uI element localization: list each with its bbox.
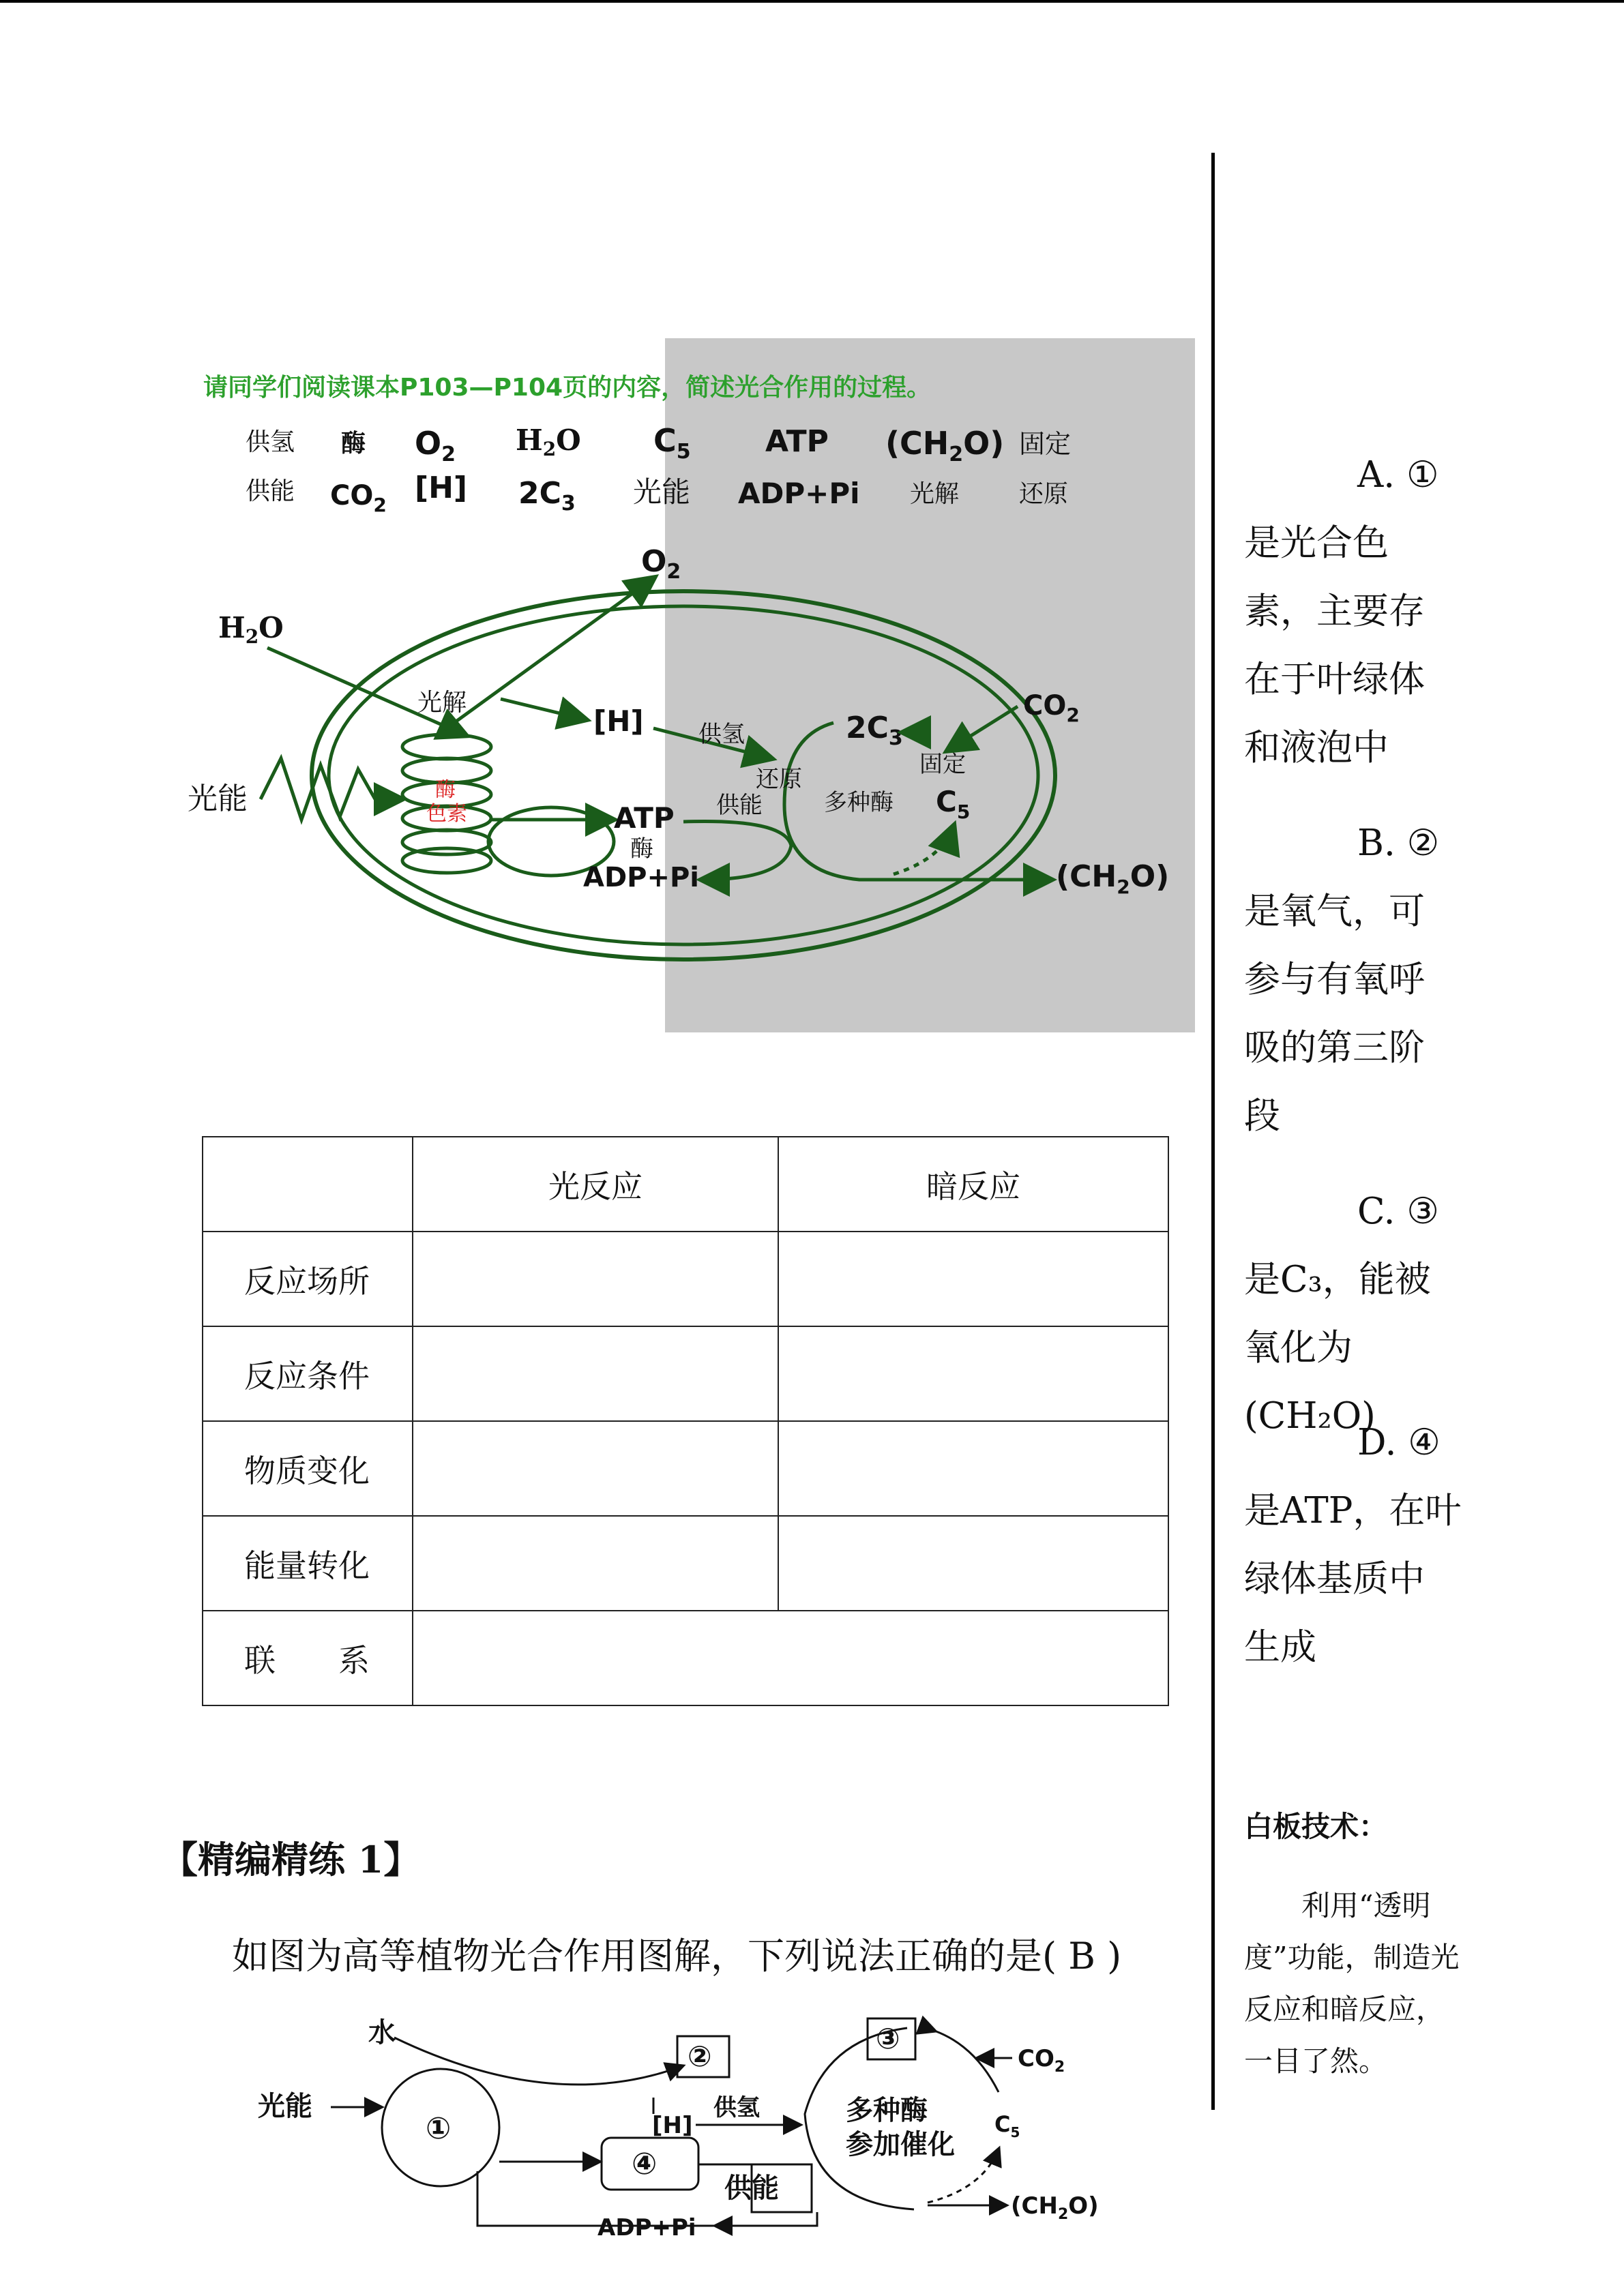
section-title: 【精编精练 1】 bbox=[161, 1838, 421, 1881]
word-o2: $O_2$ bbox=[415, 425, 456, 466]
light-energy-label: 光能 bbox=[188, 781, 248, 816]
word-supply-h: 供氢 bbox=[246, 428, 295, 456]
word-ch2o: $(CH_2O)$ bbox=[885, 425, 1005, 466]
question-text: 如图为高等植物光合作用图解，下列说法正确的是( B ) bbox=[232, 1935, 1122, 1978]
option-d-line: 绿体基质中 bbox=[1244, 1558, 1425, 1600]
word-fix: 固定 bbox=[1019, 429, 1072, 459]
c5-label: $C_5$ bbox=[936, 785, 971, 823]
option-c-line: 氧化为(CH₂O) bbox=[1244, 1327, 1376, 1437]
side-note-text: 利用“透明度”功能，制造光反应和暗反应，一目了然。 bbox=[1244, 1889, 1460, 2078]
cell-dark-site[interactable] bbox=[778, 1232, 1168, 1326]
supply-energy-label-2: 供能 bbox=[724, 2173, 779, 2204]
supply-energy-label: 供能 bbox=[716, 792, 763, 819]
light-label: 光能 bbox=[258, 2091, 312, 2122]
co2-label: $CO_2$ bbox=[1023, 690, 1080, 726]
word-2c3: $2C_3$ bbox=[518, 476, 576, 516]
option-a-line: 是光合色 bbox=[1244, 522, 1389, 564]
word-supply-energy: 供能 bbox=[246, 477, 295, 505]
enzymes-line2: 参加催化 bbox=[846, 2129, 955, 2160]
reaction-comparison-table bbox=[202, 1136, 1169, 1706]
enzymes-label: 多种酶 bbox=[824, 789, 894, 816]
option-a-label: A. ① bbox=[1357, 454, 1439, 496]
photosynthesis-diagram bbox=[0, 0, 1211, 1050]
option-b[interactable] bbox=[1244, 809, 1469, 1150]
side-note-title: 白板技术： bbox=[1244, 1810, 1388, 1843]
word-h2o: H2O bbox=[516, 423, 581, 460]
h-label-2: [H] bbox=[652, 2112, 693, 2139]
label-1: ① bbox=[426, 2111, 452, 2146]
label-4: ④ bbox=[632, 2147, 658, 2181]
c3-label: $2C_3$ bbox=[846, 711, 903, 750]
adp-label-2: ADP+Pi bbox=[597, 2214, 696, 2241]
row-label-material: 物质变化 bbox=[203, 1421, 413, 1516]
cell-dark-material[interactable] bbox=[778, 1421, 1168, 1516]
word-reduce: 还原 bbox=[1019, 480, 1069, 508]
question-diagram bbox=[246, 1998, 1125, 2257]
cell-light-site[interactable] bbox=[413, 1232, 778, 1326]
supply-h-label-2: 供氢 bbox=[713, 2094, 760, 2121]
word-photolysis: 光解 bbox=[910, 480, 960, 508]
enzyme-label: 酶 bbox=[630, 835, 653, 863]
label-2: ② bbox=[688, 2040, 712, 2073]
c5-label-2: $C_5$ bbox=[994, 2111, 1020, 2141]
column-divider bbox=[1211, 153, 1215, 2110]
option-c-label: C. ③ bbox=[1357, 1191, 1439, 1232]
light-reaction-header: 光反应 bbox=[413, 1137, 778, 1232]
word-h: [H] bbox=[415, 471, 468, 505]
word-light: 光能 bbox=[633, 475, 691, 509]
h-label: [H] bbox=[593, 704, 644, 738]
option-d-label: D. ④ bbox=[1357, 1422, 1441, 1463]
water-label: 水 bbox=[368, 2017, 396, 2048]
option-b-line: 吸的第三阶 bbox=[1244, 1027, 1425, 1069]
water-curve-arrow bbox=[394, 2038, 682, 2085]
option-d[interactable] bbox=[1244, 1409, 1469, 1682]
h-arrow bbox=[501, 699, 585, 719]
supply-h-label: 供氢 bbox=[698, 721, 745, 748]
row-label-site: 反应场所 bbox=[203, 1232, 413, 1326]
label-3: ③ bbox=[876, 2022, 900, 2055]
photolysis-label: 光解 bbox=[417, 689, 467, 717]
row-label-energy: 能量转化 bbox=[203, 1516, 413, 1611]
atp-label: ATP bbox=[614, 801, 675, 835]
table-corner-cell bbox=[203, 1137, 413, 1232]
word-enzyme: 酶 bbox=[341, 430, 366, 458]
word-co2: $CO_2$ bbox=[330, 480, 387, 516]
row-label-conditions: 反应条件 bbox=[203, 1326, 413, 1421]
option-b-line: 是氧气，可 bbox=[1244, 891, 1425, 932]
o2-label: $O_2$ bbox=[641, 544, 681, 584]
dark-reaction-header: 暗反应 bbox=[778, 1137, 1168, 1232]
option-a-line: 和液泡中 bbox=[1244, 727, 1389, 769]
option-d-line: 是ATP，在叶 bbox=[1244, 1490, 1462, 1532]
cell-light-energy[interactable] bbox=[413, 1516, 778, 1611]
ch2o-label-2: $(CH_2O)$ bbox=[1011, 2192, 1099, 2223]
option-d-line: 生成 bbox=[1244, 1626, 1316, 1668]
cell-light-material[interactable] bbox=[413, 1421, 778, 1516]
option-a-line: 素，主要存 bbox=[1244, 591, 1425, 632]
word-atp: ATP bbox=[765, 424, 829, 459]
cell-dark-conditions[interactable] bbox=[778, 1326, 1168, 1421]
h2o-label: H2O bbox=[218, 611, 284, 648]
option-b-label: B. ② bbox=[1357, 822, 1440, 864]
option-a-line: 在于叶绿体 bbox=[1244, 659, 1425, 700]
option-b-line: 段 bbox=[1244, 1095, 1280, 1137]
enzymes-line1: 多种酶 bbox=[846, 2095, 928, 2126]
option-b-line: 参与有氧呼 bbox=[1244, 959, 1425, 1000]
word-c5: $C_5$ bbox=[653, 422, 691, 464]
pigment-label: 色素 bbox=[426, 802, 467, 826]
option-c-line: 是C₃，能被 bbox=[1244, 1259, 1431, 1300]
pigment-enzyme-label: 酶 bbox=[435, 778, 456, 802]
cell-link[interactable] bbox=[413, 1611, 1168, 1705]
fix-label: 固定 bbox=[919, 751, 966, 778]
row-label-link: 联 系 bbox=[203, 1611, 413, 1705]
adp-label: ADP+Pi bbox=[583, 862, 700, 893]
co2-label-2: $CO_2$ bbox=[1018, 2045, 1065, 2076]
reduce-label: 还原 bbox=[756, 766, 802, 793]
ch2o-label: $(CH_2O)$ bbox=[1056, 859, 1170, 898]
calvin-circle-top bbox=[934, 2031, 999, 2092]
word-adp: ADP+Pi bbox=[738, 477, 860, 510]
cell-light-conditions[interactable] bbox=[413, 1326, 778, 1421]
cell-dark-energy[interactable] bbox=[778, 1516, 1168, 1611]
option-a[interactable] bbox=[1244, 441, 1469, 782]
instruction-text: 请同学们阅读课本P103—P104页的内容，简述光合作用的过程。 bbox=[203, 374, 932, 402]
